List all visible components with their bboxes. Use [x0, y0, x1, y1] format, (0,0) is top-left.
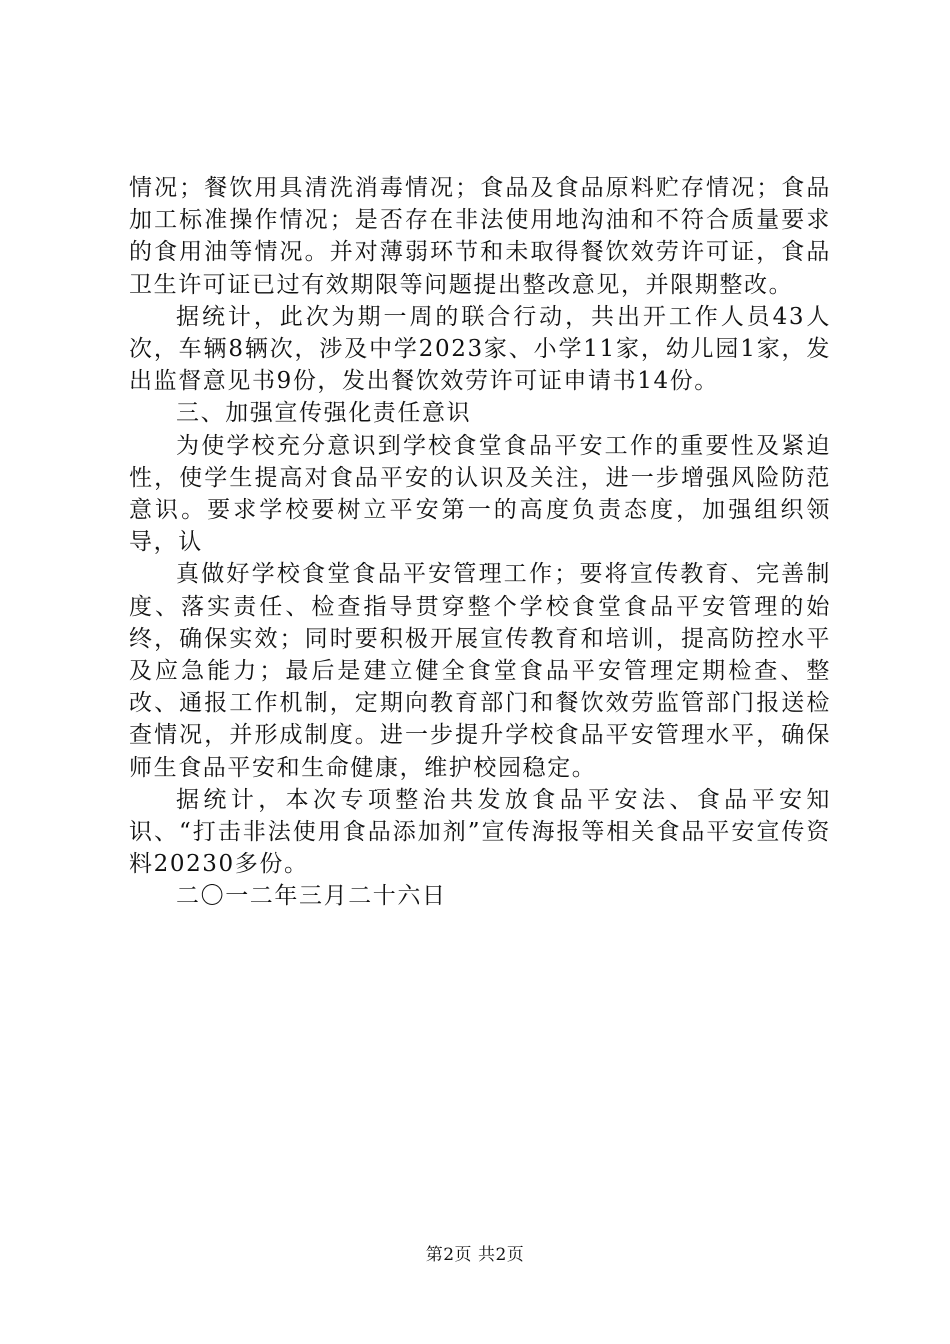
section-heading-publicity: 三、加强宣传强化责任意识 [176, 400, 472, 427]
paragraph-awareness: 为使学校充分意识到学校食堂食品平安工作的重要性及紧迫性，使学生提高对食品平安的认识及关注，进一步增强风险防范意识。要求学校要树立平安第一的高度负责态度，加强组织领导，认 [129, 432, 831, 556]
document-body [129, 172, 831, 913]
page-number-footer: 第2页 共2页 [425, 1245, 525, 1265]
paragraph-management-work: 真做好学校食堂食品平安管理工作；要将宣传教育、完善制度、落实责任、检查指导贯穿整个学校食堂食品平安管理的始终，确保实效；同时要积极开展宣传教育和培训，提高防控水平及应急能力；最后是建立健全食堂食品平安管理定期检查、整改、通报工作机制，定期向教育部门和餐饮效劳监管部门报送检查情况，并形成制度。进一步提升学校食品平安管理水平，确保师生食品平安和生命健康，维护校园稳定。 [129, 561, 831, 781]
document-date: 二〇一二年三月二十六日 [176, 883, 447, 910]
paragraph-statistics-materials: 据统计，本次专项整治共发放食品平安法、食品平安知识、“打击非法使用食品添加剂”宣传海报等相关食品平安宣传资料20230多份。 [129, 786, 831, 878]
paragraph-inspection-details: 情况；餐饮用具清洗消毒情况；食品及食品原料贮存情况；食品加工标准操作情况；是否存在非法使用地沟油和不符合质量要求的食用油等情况。并对薄弱环节和未取得餐饮效劳许可证，食品卫生许可证已过有效期限等问题提出整改意见，并限期整改。 [129, 175, 831, 298]
paragraph-statistics-action: 据统计，此次为期一周的联合行动，共出开工作人员43人次，车辆8辆次，涉及中学2023家、小学11家，幼儿园1家，发出监督意见书9份，发出餐饮效劳许可证申请书14份。 [129, 303, 831, 395]
